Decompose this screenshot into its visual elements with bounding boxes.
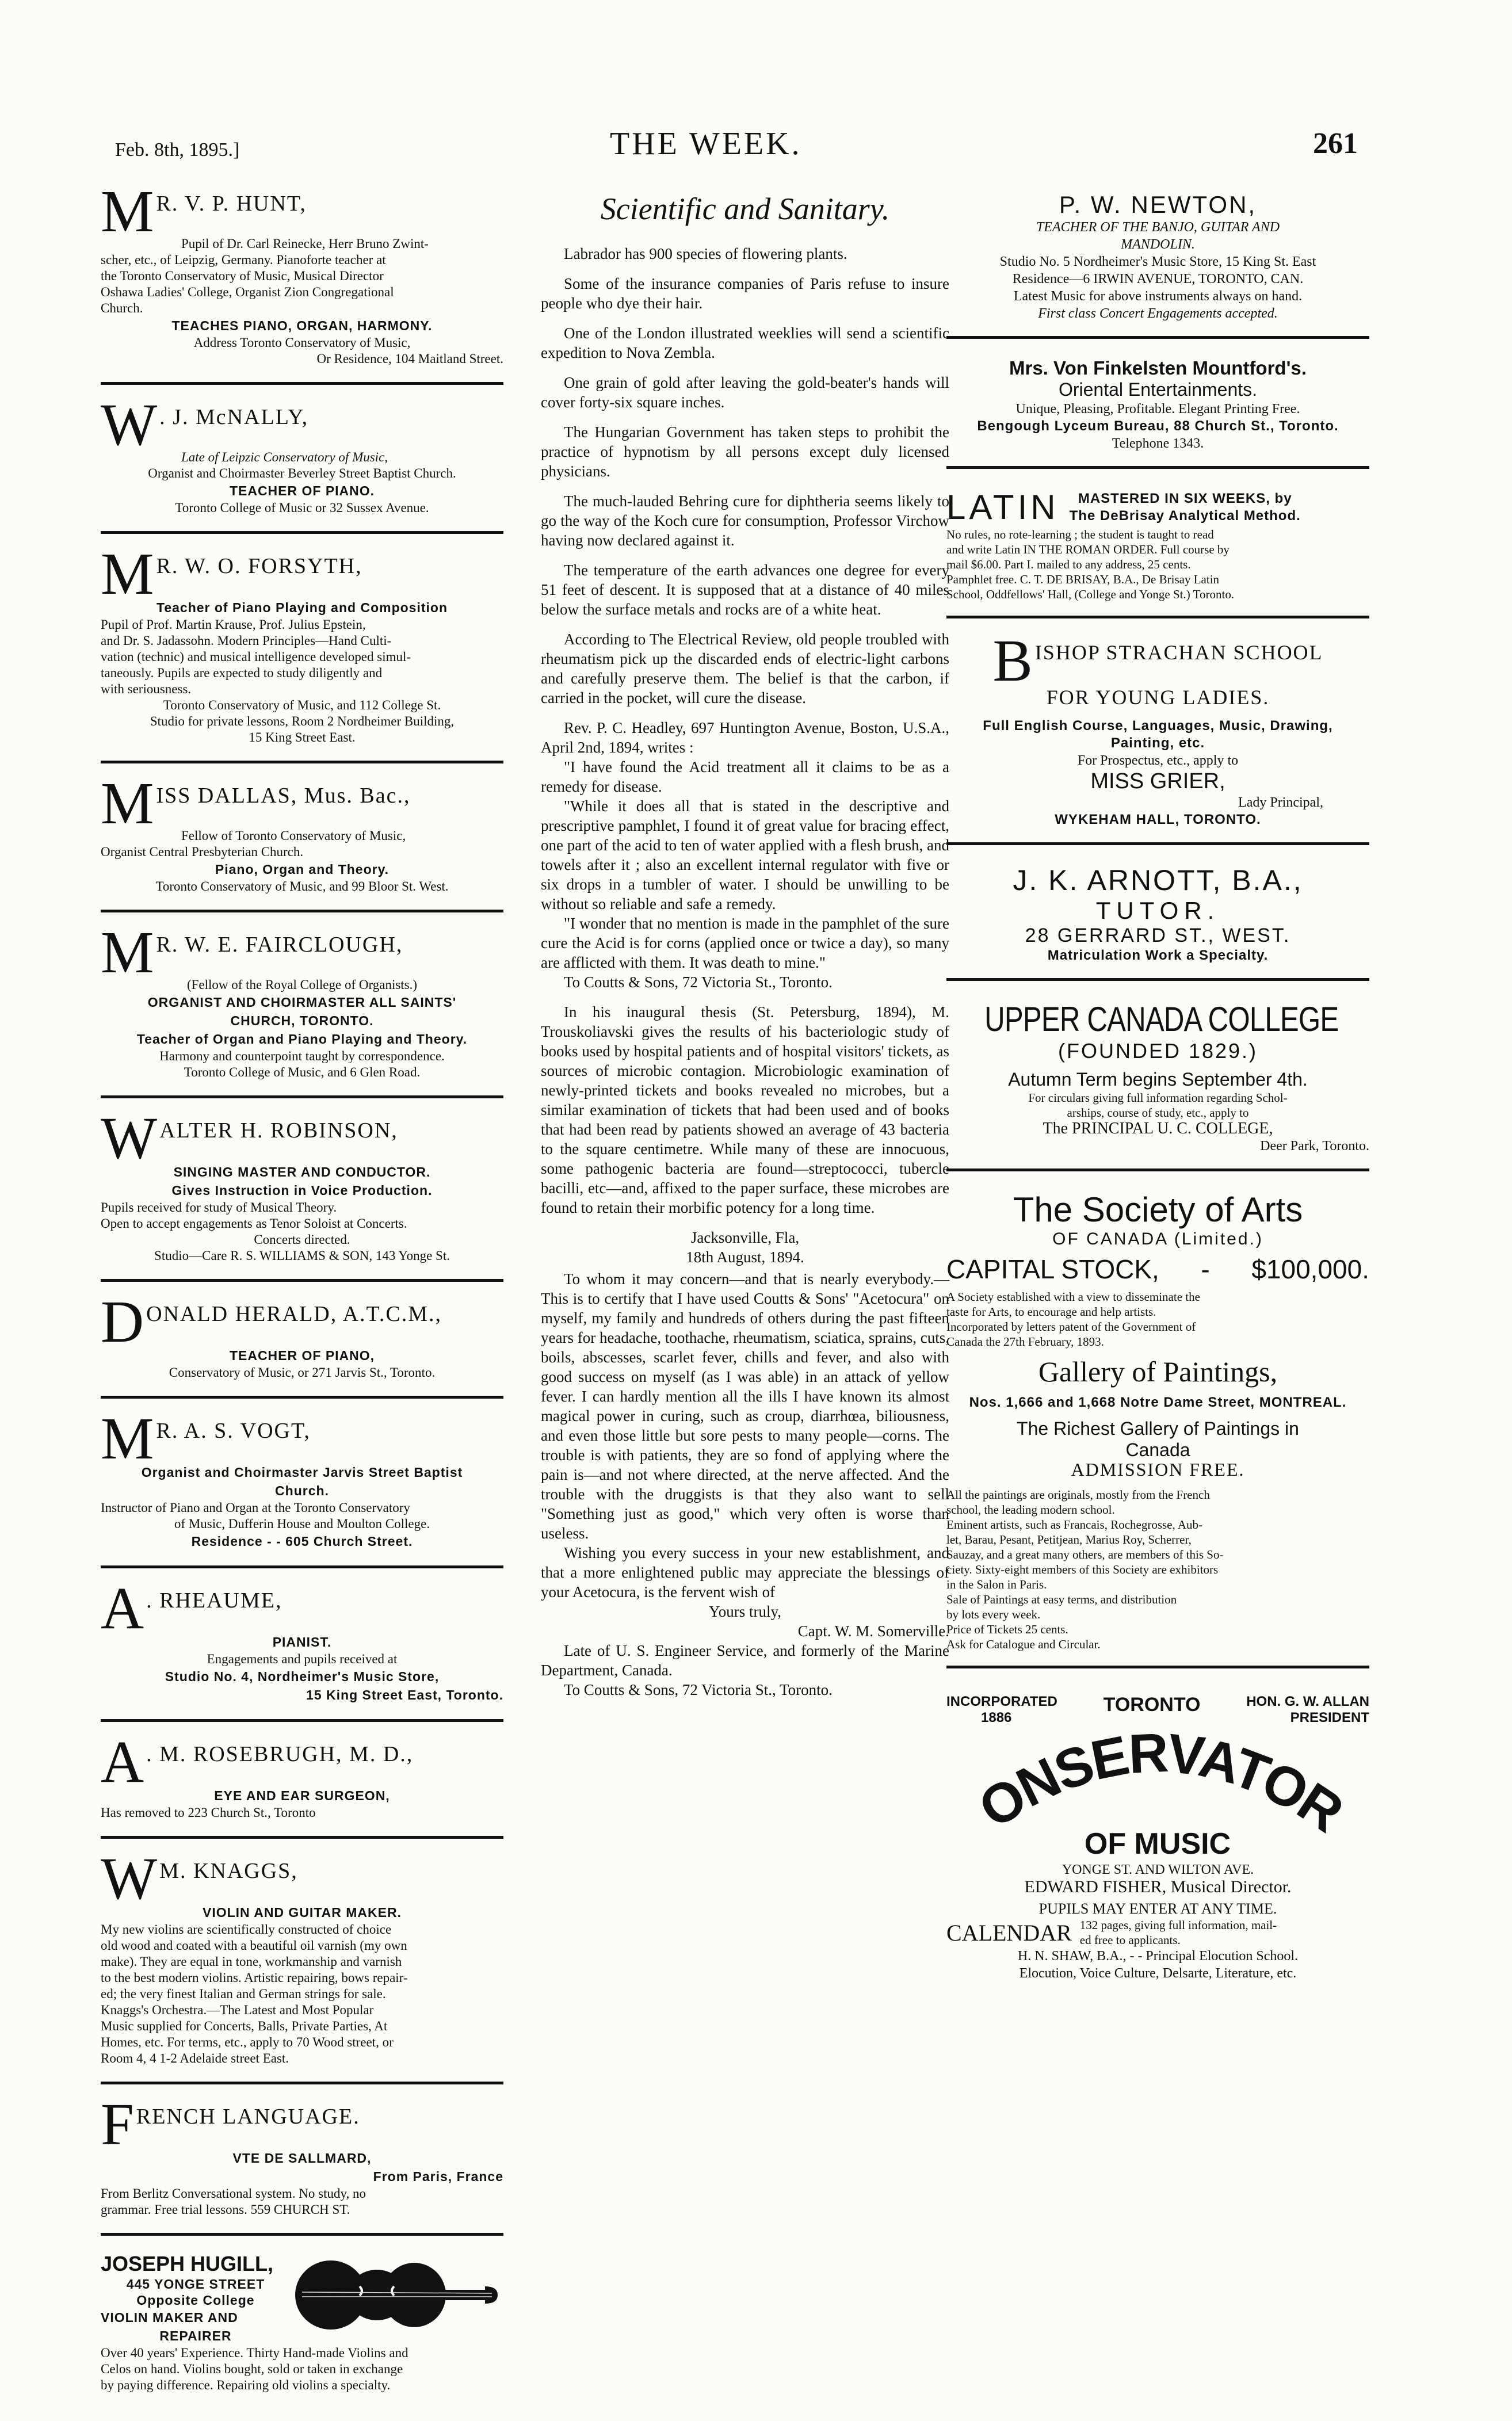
ad-line: Room 4, 4 1-2 Adelaide street East. bbox=[101, 2051, 289, 2065]
gallery-title: Gallery of Paintings, bbox=[1038, 1355, 1278, 1388]
ad-line: scher, etc., of Leipzig, Germany. Pianoforte teacher at bbox=[101, 253, 386, 267]
ad-line: Studio—Care R. S. WILLIAMS & SON, 143 Yonge St. bbox=[154, 1248, 450, 1263]
ad-line: CHURCH, TORONTO. bbox=[230, 1013, 374, 1028]
ad-name: The Society of Arts bbox=[1013, 1190, 1303, 1229]
ad-line: with seriousness. bbox=[101, 682, 192, 696]
ad-line: Residence—6 IRWIN AVENUE, TORONTO, CAN. bbox=[1012, 272, 1304, 287]
ad-line: ed free to applicants. bbox=[1079, 1933, 1181, 1947]
ad-line: Toronto College of Music or 32 Sussex Avenue. bbox=[175, 501, 429, 515]
ad-line: Elocution, Voice Culture, Delsarte, Literature, etc. bbox=[1019, 1966, 1297, 1981]
ad-strachan bbox=[946, 630, 1369, 845]
ad-line: Has removed to 223 Church St., Toronto bbox=[101, 1805, 316, 1820]
paragraph: "While it does all that is stated in the descriptive and prescriptive pamphlet, I found it of great value for bracing effect, one part of the acid to ten of water applied with a flesh brush, and towels after it ; also an excellent internal regulator with five or six drops in a tumbler of water. I should be unwilling to be without so reliable and safe a remedy. bbox=[541, 797, 950, 912]
paragraph: To Coutts & Sons, 72 Victoria St., Toronto. bbox=[564, 1681, 833, 1698]
ad-line: The Richest Gallery of Paintings in bbox=[1017, 1418, 1299, 1439]
ad-line: Organist Central Presbyterian Church. bbox=[101, 845, 304, 859]
ad-line: EYE AND EAR SURGEON, bbox=[214, 1788, 390, 1803]
ad-line: vation (technic) and musical intelligence developed simul- bbox=[101, 650, 411, 664]
ad-line: Oriental Entertainments. bbox=[1058, 379, 1258, 400]
ad-line: ciety. Sixty-eight members of this Society are exhibitors bbox=[946, 1563, 1219, 1576]
ad-line: Canada bbox=[1125, 1439, 1190, 1460]
issue-date: Feb. 8th, 1895.] bbox=[115, 139, 240, 161]
ad-hugill bbox=[101, 2248, 503, 2408]
paragraph: According to The Electrical Review, old people troubled with rheumatism pick up the discarded ends of electric-light carbons and carefully preserve them. The belief is that the carbon, if carried in the pocket, will cure the disease. bbox=[541, 631, 949, 707]
ad-line: A Society established with a view to disseminate the bbox=[946, 1290, 1200, 1304]
ad-line: Open to accept engagements as Tenor Soloist at Concerts. bbox=[101, 1216, 407, 1231]
ad-line: taneously. Pupils are expected to study diligently and bbox=[101, 666, 383, 680]
ad-line: Over 40 years' Experience. Thirty Hand-made Violins and bbox=[101, 2346, 408, 2360]
ad-line: Studio for private lessons, Room 2 Nordheimer Building, bbox=[150, 714, 455, 728]
ad-line: WYKEHAM HALL, TORONTO. bbox=[1055, 812, 1261, 827]
ad-line: TEACHER OF THE BANJO, GUITAR AND bbox=[1036, 220, 1280, 235]
ad-line: Organist and Choirmaster Jarvis Street Baptist bbox=[141, 1465, 463, 1480]
dropcap: M bbox=[101, 541, 154, 607]
paragraph: To whom it may concern—and that is nearly everybody.—This is to certify that I have used Coutts & Sons' "Acetocura" on myself, my family and hundreds of others during the past fifteen years for headache, toothache, rheumatism, sciatica, sprains, cuts, boils, abscesses, scarlet fever, chills and fever, and also with good success on myself (as I was able) in an attack of yellow fever. I can hardly mention all the ills I have known its almost magical power in curing, such as croup, diarrhœa, biliousness, and even those little but sore pests to many people—corns. The trouble is with patients, they are so fond of applying where the pain is—and not where directed, at the nerve affected. And the trouble with the druggists is that they also want to sell "Something just as good," which very often is worse than useless. bbox=[541, 1270, 949, 1542]
ad-line: Opposite College bbox=[136, 2293, 255, 2308]
ad-name: ISS DALLAS, Mus. Bac., bbox=[156, 784, 411, 808]
ad-line: ADMISSION FREE. bbox=[1071, 1459, 1245, 1480]
ad-line: SINGING MASTER AND CONDUCTOR. bbox=[173, 1164, 431, 1179]
ad-line: old wood and coated with a beautiful oil varnish (my own bbox=[101, 1938, 407, 1953]
ad-line: MASTERED IN SIX WEEKS, by bbox=[1078, 490, 1292, 506]
cons-of-music: OF MUSIC bbox=[1084, 1827, 1231, 1858]
ad-line: Pupil of Dr. Carl Reinecke, Herr Bruno Zwint- bbox=[181, 236, 429, 251]
ad-hunt bbox=[101, 178, 503, 385]
ad-latin bbox=[946, 480, 1369, 618]
ad-line: Lady Principal, bbox=[1238, 795, 1323, 810]
ad-line: YONGE ST. AND WILTON AVE. bbox=[1062, 1862, 1254, 1877]
ad-line: First class Concert Engagements accepted. bbox=[1038, 306, 1278, 321]
paragraph: The Hungarian Government has taken steps to prohibit the practice of hypnotism by all persons except duly licensed physicians. bbox=[541, 423, 949, 480]
ad-line: TEACHES PIANO, ORGAN, HARMONY. bbox=[171, 318, 433, 333]
ad-line: Teacher of Piano Playing and Composition bbox=[156, 600, 448, 615]
ad-name: ONALD HERALD, A.T.C.M., bbox=[146, 1302, 442, 1326]
ad-name: JOSEPH HUGILL, bbox=[101, 2252, 274, 2275]
left-column bbox=[101, 178, 503, 2421]
ad-line: Ask for Catalogue and Circular. bbox=[946, 1637, 1101, 1651]
ad-arnott bbox=[946, 857, 1369, 981]
ad-line: school, the leading modern school. bbox=[946, 1503, 1115, 1517]
ad-line: From Berlitz Conversational system. No study, no bbox=[101, 2186, 366, 2201]
ad-line: Music supplied for Concerts, Balls, Private Parties, At bbox=[101, 2019, 388, 2033]
ad-line: Instructor of Piano and Organ at the Toronto Conservatory bbox=[101, 1500, 410, 1515]
dropcap: M bbox=[101, 178, 154, 245]
ad-line: mail $6.00. Part I. mailed to any address, 25 cents. bbox=[946, 557, 1191, 571]
capital-stock bbox=[946, 1249, 1369, 1289]
ad-name: R. V. P. HUNT, bbox=[156, 192, 307, 216]
ad-line: Celos on hand. Violins bought, sold or taken in exchange bbox=[101, 2362, 403, 2376]
dropcap: A bbox=[101, 1575, 144, 1641]
ad-line: PIANIST. bbox=[272, 1635, 332, 1649]
ad-line: (Fellow of the Royal College of Organists.) bbox=[186, 977, 418, 992]
ad-line: the Toronto Conservatory of Music, Musical Director bbox=[101, 269, 384, 283]
ad-line: VTE DE SALLMARD, bbox=[232, 2151, 372, 2166]
ad-line: Late of Leipzic Conservatory of Music, bbox=[181, 450, 388, 464]
signature: Yours truly, bbox=[708, 1603, 782, 1620]
ad-line: arships, course of study, etc., apply to bbox=[1067, 1106, 1249, 1120]
ad-line: FOR YOUNG LADIES. bbox=[1046, 686, 1270, 709]
ad-line: of Music, Dufferin House and Moulton College. bbox=[174, 1517, 430, 1531]
paragraph: "I wonder that no mention is made in the pamphlet of the sure cure the Acid is for corns (applied once or twice a day), so many are afflicted with them. It was death to mine." bbox=[541, 915, 949, 971]
ad-line: and write Latin IN THE ROMAN ORDER. Full course by bbox=[946, 543, 1230, 556]
ad-line: Knaggs's Orchestra.—The Latest and Most Popular bbox=[101, 2003, 374, 2017]
ad-newton bbox=[946, 184, 1369, 339]
ad-line: Residence - - 605 Church Street. bbox=[191, 1534, 413, 1549]
signature: Capt. W. M. Somerville. bbox=[797, 1622, 949, 1640]
paragraph: In his inaugural thesis (St. Petersburg, 1894), M. Trouskoliavski gives the results of his bacteriologic study of books used by hospital patients and of hospital visitors' tickets, as sources of microbic contagion. Microbiologic examination of newly-printed tickets and books revealed no microbes, but a similar examination of tickets that had been used and of books that had been read by patients showed an average of 43 bacteria to the square centimetre. While many of these are innocuous, some pathogenic bacteria are found—streptococci, tubercle bacilli, etc—and, affixed to the paper surface, these microbes are found to retain their morbific potency for a long time. bbox=[541, 1003, 949, 1216]
ad-name: LATIN bbox=[946, 488, 1059, 526]
ad-fairclough bbox=[101, 919, 503, 1098]
ad-line: OF CANADA (Limited.) bbox=[1052, 1229, 1263, 1248]
ad-line: Toronto Conservatory of Music, and 99 Bloor St. West. bbox=[155, 879, 449, 893]
ad-name: P. W. NEWTON, bbox=[1059, 191, 1257, 218]
ad-line: grammar. Free trial lessons. 559 CHURCH ST. bbox=[101, 2202, 350, 2217]
ad-line: Studio No. 5 Nordheimer's Music Store, 15 King St. East bbox=[999, 254, 1316, 269]
ad-line: Harmony and counterpoint taught by correspondence. bbox=[159, 1049, 445, 1063]
paragraph: The temperature of the earth advances one degree for every 51 feet of descent. It is supposed that at a distance of 40 miles below the surface metals and rocks are of a white heat. bbox=[541, 562, 949, 618]
ad-line: REPAIRER bbox=[159, 2328, 232, 2343]
ad-line: Telephone 1343. bbox=[1112, 436, 1204, 451]
ad-line: ORGANIST AND CHOIRMASTER ALL SAINTS' bbox=[147, 995, 457, 1010]
ad-line: by lots every week. bbox=[946, 1607, 1041, 1621]
dateline: Jacksonville, Fla, bbox=[690, 1229, 800, 1246]
ad-rosebrugh bbox=[101, 1729, 503, 1839]
ad-line: Or Residence, 104 Maitland Street. bbox=[316, 352, 503, 366]
ad-line: H. N. SHAW, B.A., - - Principal Elocution School. bbox=[1017, 1949, 1299, 1964]
ad-name: Mrs. Von Finkelsten Mountford's. bbox=[1009, 357, 1307, 379]
ad-line: Eminent artists, such as Francais, Rochegrosse, Aub- bbox=[946, 1518, 1202, 1532]
ad-line: Latest Music for above instruments always on hand. bbox=[1013, 289, 1303, 304]
cons-arc-text: ONSERVATOR bbox=[968, 1726, 1351, 1842]
violin-illustration bbox=[291, 2252, 503, 2338]
ad-line: Oshawa Ladies' College, Organist Zion Congregational bbox=[101, 285, 394, 299]
ad-line: TUTOR. bbox=[1095, 897, 1220, 924]
ad-line: Autumn Term begins September 4th. bbox=[1008, 1069, 1308, 1090]
paragraph: Rev. P. C. Headley, 697 Huntington Avenue, Boston, U.S.A., April 2nd, 1894, writes : bbox=[541, 719, 949, 756]
dropcap: W bbox=[101, 1105, 158, 1171]
ad-line: Incorporated by letters patent of the Government of bbox=[946, 1320, 1196, 1334]
ad-line: Toronto College of Music, and 6 Glen Road. bbox=[184, 1065, 421, 1079]
ad-line: VIOLIN AND GUITAR MAKER. bbox=[203, 1905, 402, 1920]
paragraph: One of the London illustrated weeklies will send a scientific expedition to Nova Zembla. bbox=[541, 324, 949, 361]
ad-line: Address Toronto Conservatory of Music, bbox=[193, 335, 411, 350]
dropcap: M bbox=[101, 1406, 154, 1472]
ad-line: For circulars giving full information regarding Schol- bbox=[1028, 1091, 1288, 1105]
ad-name: R. W. O. FORSYTH, bbox=[156, 554, 362, 578]
ad-line: Engagements and pupils received at bbox=[207, 1652, 398, 1666]
ad-line: Sale of Paintings at easy terms, and distribution bbox=[946, 1593, 1177, 1606]
ad-line: The DeBrisay Analytical Method. bbox=[1069, 507, 1301, 524]
ad-line: (FOUNDED 1829.) bbox=[1057, 1039, 1258, 1063]
ad-line: let, Barau, Pesant, Petitjean, Marius Roy, Scherrer, bbox=[946, 1533, 1192, 1546]
ad-line: TEACHER OF PIANO, bbox=[229, 1348, 375, 1363]
ad-society-of-arts bbox=[946, 1183, 1369, 1668]
right-column bbox=[946, 184, 1369, 2007]
paragraph: One grain of gold after leaving the gold-beater's hands will cover forty-six square inches. bbox=[541, 374, 949, 411]
ad-line: to the best modern violins. Artistic repairing, bows repair- bbox=[101, 1971, 408, 1985]
ad-line: Pupil of Prof. Martin Krause, Prof. Julius Epstein, bbox=[101, 617, 366, 632]
capital-dash: - bbox=[1201, 1254, 1210, 1284]
ad-line: make). They are equal in tone, workmanship and varnish bbox=[101, 1954, 402, 1969]
ad-line: Full English Course, Languages, Music, Drawing, bbox=[983, 718, 1333, 734]
ad-line: Toronto Conservatory of Music, and 112 College St. bbox=[163, 698, 441, 712]
ad-name: ALTER H. ROBINSON, bbox=[159, 1118, 398, 1143]
ad-line: Piano, Organ and Theory. bbox=[215, 862, 390, 877]
ad-name: . J. McNALLY, bbox=[159, 405, 309, 429]
ad-line: MANDOLIN. bbox=[1121, 237, 1195, 252]
ad-line: Price of Tickets 25 cents. bbox=[946, 1622, 1068, 1636]
dropcap: M bbox=[101, 919, 154, 986]
page-header bbox=[115, 125, 1358, 166]
ad-name: . RHEAUME, bbox=[146, 1588, 282, 1613]
cons-hon: HON. G. W. ALLAN bbox=[1246, 1694, 1369, 1709]
ad-line: 15 King Street East. bbox=[249, 730, 356, 744]
paragraph: "I have found the Acid treatment all it claims to be as a remedy for disease. bbox=[541, 758, 949, 795]
section-title: Scientific and Sanitary. bbox=[600, 192, 890, 226]
paragraph: Labrador has 900 species of flowering plants. bbox=[564, 245, 847, 262]
ad-line: MISS GRIER, bbox=[1090, 769, 1225, 793]
ad-line: Organist and Choirmaster Beverley Street Baptist Church. bbox=[148, 466, 456, 480]
ad-line: The PRINCIPAL U. C. COLLEGE, bbox=[1043, 1120, 1273, 1137]
ad-mcnally bbox=[101, 392, 503, 534]
ad-line: Deer Park, Toronto. bbox=[1260, 1139, 1369, 1154]
ad-name: J. K. ARNOTT, B.A., bbox=[1013, 864, 1303, 896]
ad-line: Concerts directed. bbox=[254, 1232, 350, 1247]
calendar-word: CALENDAR bbox=[946, 1919, 1072, 1946]
ad-vogt bbox=[101, 1406, 503, 1568]
ad-name: R. W. E. FAIRCLOUGH, bbox=[156, 933, 403, 957]
cons-city: TORONTO bbox=[1103, 1694, 1201, 1716]
ad-line: and Dr. S. Jadassohn. Modern Principles—Hand Culti- bbox=[101, 633, 392, 648]
ad-rheaume bbox=[101, 1575, 503, 1722]
ad-line: Gives Instruction in Voice Production. bbox=[171, 1183, 433, 1198]
svg-text:CONSERVATORY bbox=[946, 1726, 1354, 1844]
ad-line: TEACHER OF PIANO. bbox=[229, 483, 375, 498]
ad-line: My new violins are scientifically constructed of choice bbox=[101, 1922, 392, 1937]
ad-line: taste for Arts, to encourage and help artists. bbox=[946, 1305, 1156, 1319]
dropcap: A bbox=[101, 1729, 144, 1795]
ad-line: Church. bbox=[101, 301, 143, 315]
dropcap: W bbox=[101, 1846, 158, 1912]
ad-line: 445 YONGE STREET bbox=[126, 2277, 265, 2292]
ad-knaggs bbox=[101, 1846, 503, 2084]
ad-conservatory bbox=[946, 1680, 1369, 1996]
dateline: 18th August, 1894. bbox=[686, 1248, 804, 1266]
dropcap: D bbox=[101, 1289, 144, 1355]
ad-line: Pamphlet free. C. T. DE BRISAY, B.A., De Brisay Latin bbox=[946, 572, 1220, 586]
ad-line: Conservatory of Music, or 271 Jarvis St., Toronto. bbox=[169, 1365, 436, 1380]
ad-line: EDWARD FISHER, Musical Director. bbox=[1024, 1877, 1292, 1896]
ad-line: All the paintings are originals, mostly from the French bbox=[946, 1488, 1210, 1502]
ad-herald bbox=[101, 1289, 503, 1399]
ad-line: Bengough Lyceum Bureau, 88 Church St., Toronto. bbox=[977, 418, 1339, 434]
dropcap: B bbox=[992, 628, 1033, 694]
ad-name: ISHOP STRACHAN SCHOOL bbox=[1034, 641, 1323, 664]
ad-forsyth bbox=[101, 541, 503, 763]
ad-line: 15 King Street East, Toronto. bbox=[306, 1687, 503, 1702]
ad-line: Unique, Pleasing, Profitable. Elegant Printing Free. bbox=[1015, 402, 1300, 417]
ad-name: M. KNAGGS, bbox=[159, 1859, 298, 1883]
ad-line: Sauzay, and a great many others, are members of this So- bbox=[946, 1548, 1224, 1561]
cons-president: PRESIDENT bbox=[1290, 1710, 1369, 1725]
ad-line: in the Salon in Paris. bbox=[946, 1578, 1047, 1591]
ad-line: 28 GERRARD ST., WEST. bbox=[1025, 925, 1291, 946]
ad-line: Painting, etc. bbox=[1110, 735, 1205, 751]
ad-line: For Prospectus, etc., apply to bbox=[1077, 753, 1239, 768]
paragraph: Late of U. S. Engineer Service, and formerly of the Marine Department, Canada. bbox=[541, 1642, 949, 1679]
paragraph: Wishing you every success in your new establishment, and that a more enlightened public may appreciate the blessings of your Acetocura, is the fervent wish of bbox=[541, 1544, 949, 1601]
ad-line: 132 pages, giving full information, mail- bbox=[1079, 1918, 1277, 1932]
cons-incorporated: INCORPORATED bbox=[946, 1694, 1057, 1709]
ad-robinson bbox=[101, 1105, 503, 1282]
ad-line: Matriculation Work a Specialty. bbox=[1047, 948, 1269, 963]
ad-line: Homes, etc. For terms, etc., apply to 70 Wood street, or bbox=[101, 2035, 394, 2049]
ad-line: Nos. 1,666 and 1,668 Notre Dame Street, MONTREAL. bbox=[969, 1395, 1347, 1410]
ad-upper-canada-college bbox=[946, 992, 1369, 1171]
page-number: 261 bbox=[1313, 127, 1358, 160]
ad-name: R. A. S. VOGT, bbox=[156, 1419, 311, 1443]
paragraph: Some of the insurance companies of Paris refuse to insure people who dye their hair. bbox=[541, 275, 949, 312]
ad-name: UPPER CANADA COLLEGE bbox=[984, 1000, 1339, 1038]
paragraph: The much-lauded Behring cure for diphtheria seems likely to go the way of the Koch cure for consumption, Professor Virchow having now declared against it. bbox=[541, 492, 949, 549]
ad-line: Fellow of Toronto Conservatory of Music, bbox=[181, 828, 406, 843]
ad-line: by paying difference. Repairing old violins a specialty. bbox=[101, 2378, 391, 2392]
ad-line: School, Oddfellows' Hall, (College and Yonge St.) Toronto. bbox=[946, 587, 1235, 601]
ad-line: Canada the 27th February, 1893. bbox=[946, 1335, 1104, 1349]
ad-line: Pupils received for study of Musical Theory. bbox=[101, 1200, 337, 1215]
middle-column bbox=[541, 184, 949, 1710]
ad-line: No rules, no rote-learning ; the student is taught to read bbox=[946, 528, 1214, 541]
ad-line: From Paris, France bbox=[373, 2169, 503, 2184]
ad-name: RENCH LANGUAGE. bbox=[136, 2105, 360, 2129]
ad-line: Church. bbox=[275, 1483, 329, 1498]
dropcap: W bbox=[101, 392, 158, 458]
dropcap: F bbox=[101, 2091, 134, 2157]
cons-year: 1886 bbox=[981, 1710, 1012, 1725]
dropcap: M bbox=[101, 770, 154, 837]
capital-label: CAPITAL STOCK, bbox=[946, 1254, 1159, 1284]
masthead-title: THE WEEK. bbox=[610, 126, 802, 162]
ad-line: Studio No. 4, Nordheimer's Music Store, bbox=[165, 1669, 440, 1684]
ad-name: . M. ROSEBRUGH, M. D., bbox=[146, 1742, 414, 1766]
ad-mountford bbox=[946, 350, 1369, 469]
paragraph: To Coutts & Sons, 72 Victoria St., Toronto. bbox=[564, 973, 833, 991]
ad-french bbox=[101, 2091, 503, 2236]
ad-dallas bbox=[101, 770, 503, 912]
ad-line: Teacher of Organ and Piano Playing and Theory. bbox=[136, 1032, 468, 1047]
ad-line: ed; the very finest Italian and German strings for sale. bbox=[101, 1987, 386, 2001]
capital-amount: $100,000. bbox=[1251, 1254, 1369, 1284]
conservatory-arc-lettering bbox=[946, 1726, 1369, 1858]
ad-line: PUPILS MAY ENTER AT ANY TIME. bbox=[1038, 1900, 1277, 1917]
ad-line: VIOLIN MAKER AND bbox=[101, 2310, 238, 2325]
